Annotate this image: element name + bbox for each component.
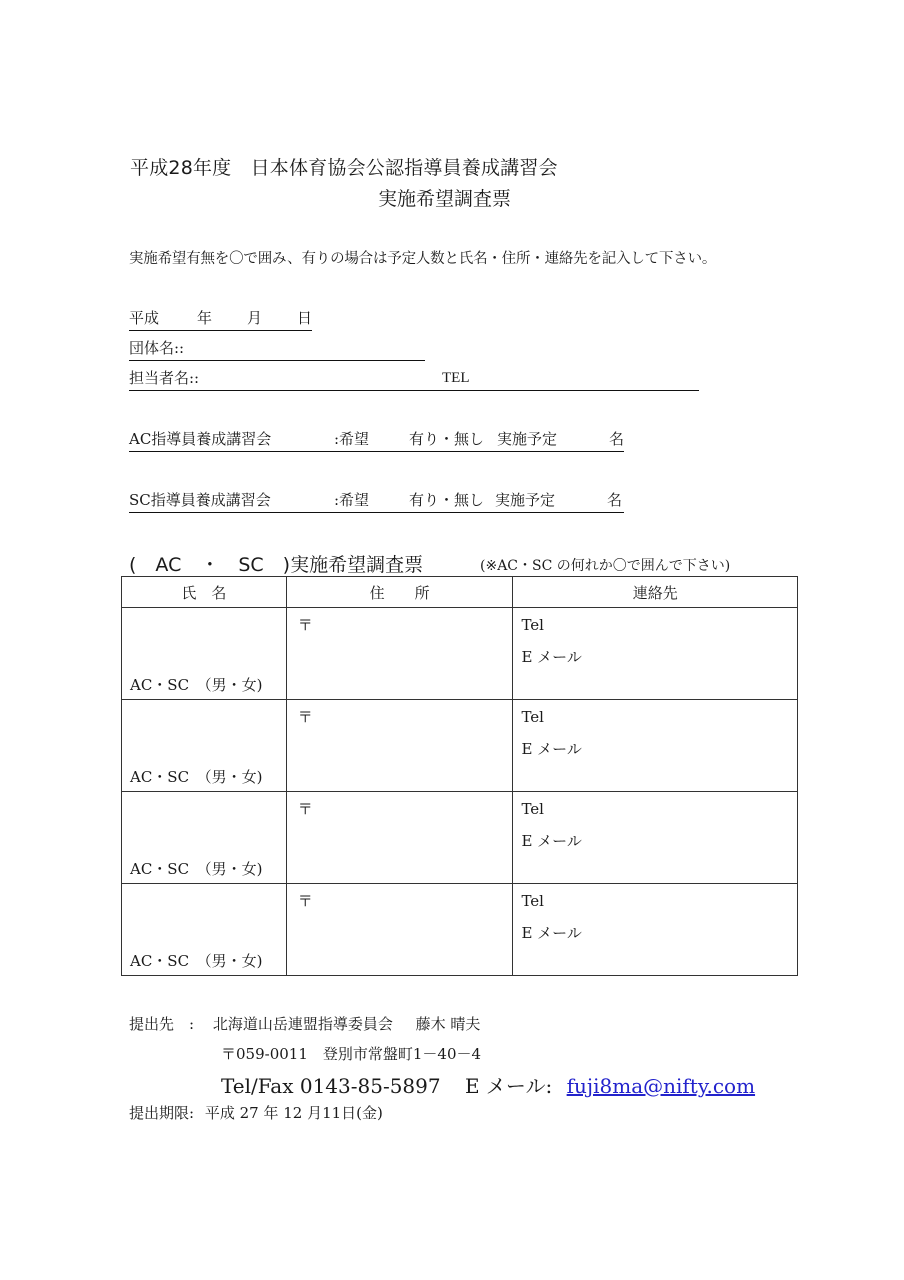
document-title: 平成28年度 日本体育協会公認指導員養成講習会 <box>130 157 558 179</box>
tel-label: Tel <box>521 708 544 726</box>
email-label: E メール: <box>464 1074 553 1098</box>
sheet-title-category[interactable]: ( AC ・ SC ) <box>129 554 291 576</box>
deadline-date: 平成 27 年 12 月11日(金) <box>204 1104 383 1122</box>
submit-to <box>129 1013 480 1034</box>
ac-course-line[interactable] <box>129 429 624 452</box>
name-cell[interactable] <box>122 792 287 884</box>
course-options[interactable]: 有り・無し <box>409 430 485 448</box>
organization-label: 団体名:: <box>129 339 185 357</box>
email-label: E メール <box>521 740 582 758</box>
deadline-label: 提出期限: <box>129 1104 195 1122</box>
category-gender: AC・SC （男・女) <box>130 860 263 878</box>
email-link[interactable]: fuji8ma@nifty.com <box>566 1074 756 1098</box>
document-subtitle: 実施希望調査票 <box>378 188 512 210</box>
contact-cell[interactable] <box>513 700 798 792</box>
date-day-label: 日 <box>297 309 313 327</box>
category-gender: AC・SC （男・女) <box>130 768 263 786</box>
submit-contact <box>221 1070 755 1099</box>
course-wish-label: :希望 <box>334 430 370 448</box>
address-cell[interactable] <box>286 700 513 792</box>
name-cell[interactable] <box>122 700 287 792</box>
telfax: Tel/Fax 0143-85-5897 <box>221 1074 441 1098</box>
category-gender: AC・SC （男・女) <box>130 952 263 970</box>
address-cell[interactable] <box>286 884 513 976</box>
course-planned-label: 実施予定 <box>495 491 556 509</box>
submit-to-label: 提出先 : <box>129 1015 195 1033</box>
postal-mark: 〒 <box>297 892 313 910</box>
course-name: SC指導員養成講習会 <box>129 491 271 509</box>
postal-mark: 〒 <box>297 800 313 818</box>
deadline <box>129 1102 383 1123</box>
submit-to-org: 北海道山岳連盟指導委員会 <box>212 1015 393 1033</box>
email-label: E メール <box>521 648 582 666</box>
column-header-name: 氏 名 <box>122 577 287 608</box>
address-cell[interactable] <box>286 608 513 700</box>
name-cell[interactable] <box>122 884 287 976</box>
tel-label: Tel <box>521 892 544 910</box>
applicant-table <box>121 576 798 976</box>
sc-course-line[interactable] <box>129 490 624 513</box>
course-planned-label: 実施予定 <box>497 430 558 448</box>
date-field[interactable] <box>129 308 312 331</box>
table-header-row <box>122 577 798 608</box>
date-era: 平成 <box>129 309 160 327</box>
tel-label: Tel <box>521 800 544 818</box>
table-row <box>122 884 798 976</box>
contact-cell[interactable] <box>513 792 798 884</box>
person-in-charge-field[interactable] <box>129 368 699 391</box>
category-gender: AC・SC （男・女) <box>130 676 263 694</box>
course-options[interactable]: 有り・無し <box>409 491 485 509</box>
instruction-text: 実施希望有無を〇で囲み、有りの場合は予定人数と氏名・住所・連絡先を記入して下さい。 <box>129 251 717 267</box>
name-cell[interactable] <box>122 608 287 700</box>
email-label: E メール <box>521 832 582 850</box>
address-cell[interactable] <box>286 792 513 884</box>
sheet-title-text: 実施希望調査票 <box>290 554 424 576</box>
tel-label: Tel <box>521 616 544 634</box>
person-label: 担当者名:: <box>129 369 200 387</box>
contact-cell[interactable] <box>513 608 798 700</box>
email-label: E メール <box>521 924 582 942</box>
column-header-contact: 連絡先 <box>513 577 798 608</box>
course-wish-label: :希望 <box>334 491 370 509</box>
postal-mark: 〒 <box>297 708 313 726</box>
course-name: AC指導員養成講習会 <box>129 430 272 448</box>
column-header-address: 住 所 <box>286 577 513 608</box>
date-year-label: 年 <box>197 309 213 327</box>
course-unit: 名 <box>607 491 623 509</box>
sheet-note: (※AC・SC の何れか〇で囲んで下さい) <box>480 558 731 574</box>
contact-cell[interactable] <box>513 884 798 976</box>
submit-to-name: 藤木 晴夫 <box>415 1015 481 1033</box>
table-row <box>122 792 798 884</box>
organization-field[interactable] <box>129 338 425 361</box>
table-row <box>122 608 798 700</box>
submit-address: 〒059-0011 登別市常盤町1－40－4 <box>221 1045 482 1063</box>
tel-label: TEL <box>442 370 470 386</box>
postal-mark: 〒 <box>297 616 313 634</box>
sheet-title <box>129 550 423 577</box>
course-unit: 名 <box>609 430 625 448</box>
table-row <box>122 700 798 792</box>
date-month-label: 月 <box>247 309 263 327</box>
